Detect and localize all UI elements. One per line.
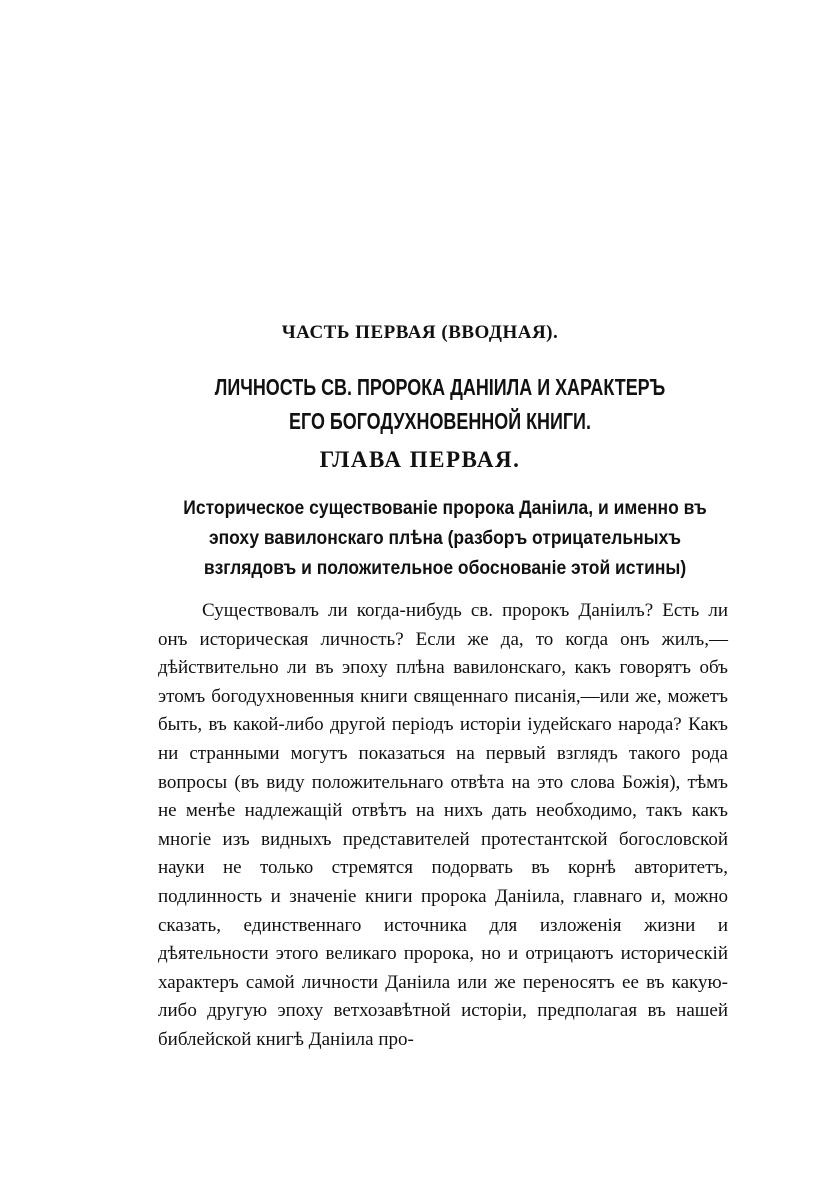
chapter-summary: Историческое существованіе пророка Даніила, и именно въ эпоху вавилонскаго плѣна (разборъ отрицательныхъ взглядовъ и положительное обоснованіе этой истины) — [183, 498, 707, 579]
section-title: ЛИЧНОСТЬ СВ. ПРОРОКА ДАНIИЛА И ХАРАКТЕРЪ ЕГО БОГОДУХНОВЕННОЙ КНИГИ. — [214, 374, 666, 434]
chapter-title: ГЛАВА ПЕРВАЯ. — [319, 447, 521, 472]
part-title: ЧАСТЬ ПЕРВАЯ (ВВОДНАЯ). — [281, 322, 559, 343]
body-paragraph: Существовалъ ли когда-нибудь св. пророкъ Даніилъ? Есть ли онъ историческая личность? Если же да, то когда онъ жилъ,—дѣйствительно ли въ эпоху плѣна вавилонскаго, какъ говорятъ объ этомъ богодухновенныя книги священнаго писанія,—или же, можетъ быть, въ какой-либо другой періодъ исторіи іудейскаго народа? Какъ ни странными могутъ показаться на первый взглядъ такого рода вопросы (въ виду положительнаго отвѣта на это слова Божія), тѣмъ не менѣе надлежащій отвѣтъ на нихъ дать необходимо, такъ какъ многіе изъ видныхъ представителей протестантской богословской науки не только стремятся подорвать въ корнѣ авторитетъ, подлинность и значеніе книги пророка Даніила, главнаго и, можно сказать, единственнаго источника для изложенія жизни и дѣятельности этого великаго пророка, но и отрицаютъ историческій характеръ самой личности Даніила или же переносятъ ее въ какую-либо другую эпоху ветхозавѣтной исторіи, предполагая въ нашей библейской книгѣ Даніила про- — [158, 600, 728, 1050]
